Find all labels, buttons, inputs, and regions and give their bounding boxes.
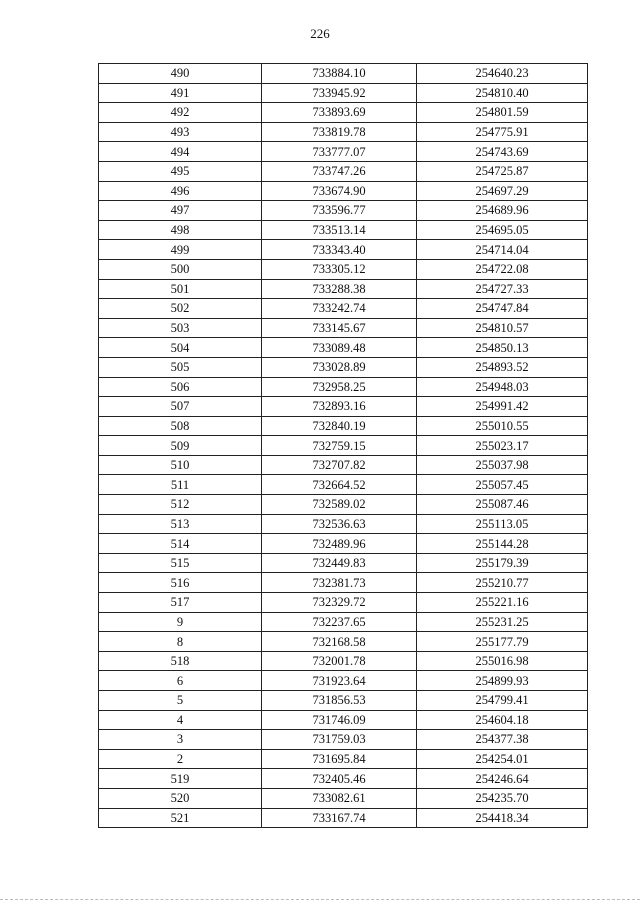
point-number-cell: 498	[99, 220, 262, 240]
x-coordinate-cell: 733945.92	[262, 83, 417, 103]
y-coordinate-cell: 255087.46	[417, 495, 588, 515]
table-row	[99, 691, 588, 711]
x-coordinate-cell: 732381.73	[262, 573, 417, 593]
table-row	[99, 397, 588, 417]
x-coordinate-cell: 732840.19	[262, 416, 417, 436]
x-coordinate-cell: 733089.48	[262, 338, 417, 358]
point-number-cell: 509	[99, 436, 262, 456]
x-coordinate-cell: 733747.26	[262, 161, 417, 181]
x-coordinate-cell: 732759.15	[262, 436, 417, 456]
table-row	[99, 220, 588, 240]
y-coordinate-cell: 254799.41	[417, 691, 588, 711]
table-row	[99, 279, 588, 299]
y-coordinate-cell: 254810.40	[417, 83, 588, 103]
point-number-cell: 519	[99, 769, 262, 789]
y-coordinate-cell: 255177.79	[417, 632, 588, 652]
point-number-cell: 5	[99, 691, 262, 711]
x-coordinate-cell: 732329.72	[262, 593, 417, 613]
point-number-cell: 517	[99, 593, 262, 613]
table-row	[99, 338, 588, 358]
y-coordinate-cell: 254810.57	[417, 318, 588, 338]
table-row	[99, 553, 588, 573]
table-row	[99, 64, 588, 84]
y-coordinate-cell: 254254.01	[417, 749, 588, 769]
y-coordinate-cell: 254640.23	[417, 64, 588, 84]
y-coordinate-cell: 254893.52	[417, 357, 588, 377]
y-coordinate-cell: 254695.05	[417, 220, 588, 240]
table-row	[99, 514, 588, 534]
table-row	[99, 161, 588, 181]
y-coordinate-cell: 254604.18	[417, 710, 588, 730]
point-number-cell: 499	[99, 240, 262, 260]
point-number-cell: 508	[99, 416, 262, 436]
table-row	[99, 749, 588, 769]
table-row	[99, 318, 588, 338]
point-number-cell: 521	[99, 808, 262, 828]
y-coordinate-cell: 254850.13	[417, 338, 588, 358]
y-coordinate-cell: 254697.29	[417, 181, 588, 201]
x-coordinate-cell: 732001.78	[262, 651, 417, 671]
coordinates-table-body	[99, 64, 588, 828]
page-number: 226	[310, 26, 330, 41]
table-row	[99, 377, 588, 397]
table-row	[99, 299, 588, 319]
y-coordinate-cell: 254743.69	[417, 142, 588, 162]
x-coordinate-cell: 733343.40	[262, 240, 417, 260]
x-coordinate-cell: 733893.69	[262, 103, 417, 123]
table-row	[99, 142, 588, 162]
y-coordinate-cell: 255037.98	[417, 455, 588, 475]
table-row	[99, 122, 588, 142]
y-coordinate-cell: 254801.59	[417, 103, 588, 123]
x-coordinate-cell: 731759.03	[262, 730, 417, 750]
y-coordinate-cell: 254246.64	[417, 769, 588, 789]
y-coordinate-cell: 254747.84	[417, 299, 588, 319]
x-coordinate-cell: 733819.78	[262, 122, 417, 142]
y-coordinate-cell: 254377.38	[417, 730, 588, 750]
y-coordinate-cell: 254899.93	[417, 671, 588, 691]
y-coordinate-cell: 254689.96	[417, 201, 588, 221]
x-coordinate-cell: 732893.16	[262, 397, 417, 417]
x-coordinate-cell: 731746.09	[262, 710, 417, 730]
y-coordinate-cell: 254714.04	[417, 240, 588, 260]
x-coordinate-cell: 732237.65	[262, 612, 417, 632]
table-row	[99, 436, 588, 456]
x-coordinate-cell: 733305.12	[262, 259, 417, 279]
table-row	[99, 103, 588, 123]
point-number-cell: 518	[99, 651, 262, 671]
y-coordinate-cell: 254948.03	[417, 377, 588, 397]
x-coordinate-cell: 731923.64	[262, 671, 417, 691]
x-coordinate-cell: 732589.02	[262, 495, 417, 515]
x-coordinate-cell: 733596.77	[262, 201, 417, 221]
table-row	[99, 201, 588, 221]
table-row	[99, 357, 588, 377]
x-coordinate-cell: 732536.63	[262, 514, 417, 534]
point-number-cell: 8	[99, 632, 262, 652]
table-row	[99, 593, 588, 613]
table-row	[99, 181, 588, 201]
page-bottom-edge	[0, 899, 640, 900]
x-coordinate-cell: 733777.07	[262, 142, 417, 162]
table-row	[99, 240, 588, 260]
table-row	[99, 416, 588, 436]
y-coordinate-cell: 254725.87	[417, 161, 588, 181]
table-row	[99, 259, 588, 279]
x-coordinate-cell: 731856.53	[262, 691, 417, 711]
point-number-cell: 516	[99, 573, 262, 593]
point-number-cell: 515	[99, 553, 262, 573]
y-coordinate-cell: 254722.08	[417, 259, 588, 279]
point-number-cell: 493	[99, 122, 262, 142]
x-coordinate-cell: 733513.14	[262, 220, 417, 240]
point-number-cell: 505	[99, 357, 262, 377]
table-row	[99, 573, 588, 593]
x-coordinate-cell: 732449.83	[262, 553, 417, 573]
point-number-cell: 491	[99, 83, 262, 103]
table-row	[99, 612, 588, 632]
y-coordinate-cell: 254775.91	[417, 122, 588, 142]
point-number-cell: 6	[99, 671, 262, 691]
table-row	[99, 455, 588, 475]
x-coordinate-cell: 732958.25	[262, 377, 417, 397]
table-row	[99, 730, 588, 750]
point-number-cell: 492	[99, 103, 262, 123]
point-number-cell: 504	[99, 338, 262, 358]
x-coordinate-cell: 732405.46	[262, 769, 417, 789]
x-coordinate-cell: 733167.74	[262, 808, 417, 828]
y-coordinate-cell: 255144.28	[417, 534, 588, 554]
x-coordinate-cell: 733884.10	[262, 64, 417, 84]
y-coordinate-cell: 255023.17	[417, 436, 588, 456]
y-coordinate-cell: 254235.70	[417, 788, 588, 808]
table-row	[99, 671, 588, 691]
point-number-cell: 2	[99, 749, 262, 769]
y-coordinate-cell: 255210.77	[417, 573, 588, 593]
y-coordinate-cell: 254418.34	[417, 808, 588, 828]
point-number-cell: 494	[99, 142, 262, 162]
table-row	[99, 769, 588, 789]
point-number-cell: 512	[99, 495, 262, 515]
y-coordinate-cell: 255010.55	[417, 416, 588, 436]
table-row	[99, 710, 588, 730]
point-number-cell: 500	[99, 259, 262, 279]
x-coordinate-cell: 733028.89	[262, 357, 417, 377]
y-coordinate-cell: 254991.42	[417, 397, 588, 417]
point-number-cell: 490	[99, 64, 262, 84]
y-coordinate-cell: 254727.33	[417, 279, 588, 299]
table-row	[99, 651, 588, 671]
x-coordinate-cell: 733242.74	[262, 299, 417, 319]
x-coordinate-cell: 732707.82	[262, 455, 417, 475]
x-coordinate-cell: 733288.38	[262, 279, 417, 299]
point-number-cell: 511	[99, 475, 262, 495]
x-coordinate-cell: 732489.96	[262, 534, 417, 554]
table-row	[99, 475, 588, 495]
y-coordinate-cell: 255016.98	[417, 651, 588, 671]
point-number-cell: 497	[99, 201, 262, 221]
x-coordinate-cell: 733674.90	[262, 181, 417, 201]
point-number-cell: 496	[99, 181, 262, 201]
point-number-cell: 3	[99, 730, 262, 750]
table-row	[99, 632, 588, 652]
point-number-cell: 520	[99, 788, 262, 808]
point-number-cell: 514	[99, 534, 262, 554]
x-coordinate-cell: 731695.84	[262, 749, 417, 769]
table-row	[99, 534, 588, 554]
y-coordinate-cell: 255221.16	[417, 593, 588, 613]
point-number-cell: 507	[99, 397, 262, 417]
point-number-cell: 502	[99, 299, 262, 319]
y-coordinate-cell: 255179.39	[417, 553, 588, 573]
point-number-cell: 495	[99, 161, 262, 181]
point-number-cell: 510	[99, 455, 262, 475]
table-row	[99, 808, 588, 828]
x-coordinate-cell: 732664.52	[262, 475, 417, 495]
point-number-cell: 513	[99, 514, 262, 534]
point-number-cell: 9	[99, 612, 262, 632]
point-number-cell: 501	[99, 279, 262, 299]
x-coordinate-cell: 733082.61	[262, 788, 417, 808]
table-row	[99, 83, 588, 103]
x-coordinate-cell: 733145.67	[262, 318, 417, 338]
y-coordinate-cell: 255113.05	[417, 514, 588, 534]
point-number-cell: 503	[99, 318, 262, 338]
coordinates-table	[98, 63, 588, 828]
y-coordinate-cell: 255231.25	[417, 612, 588, 632]
x-coordinate-cell: 732168.58	[262, 632, 417, 652]
table-row	[99, 788, 588, 808]
point-number-cell: 506	[99, 377, 262, 397]
y-coordinate-cell: 255057.45	[417, 475, 588, 495]
table-row	[99, 495, 588, 515]
point-number-cell: 4	[99, 710, 262, 730]
